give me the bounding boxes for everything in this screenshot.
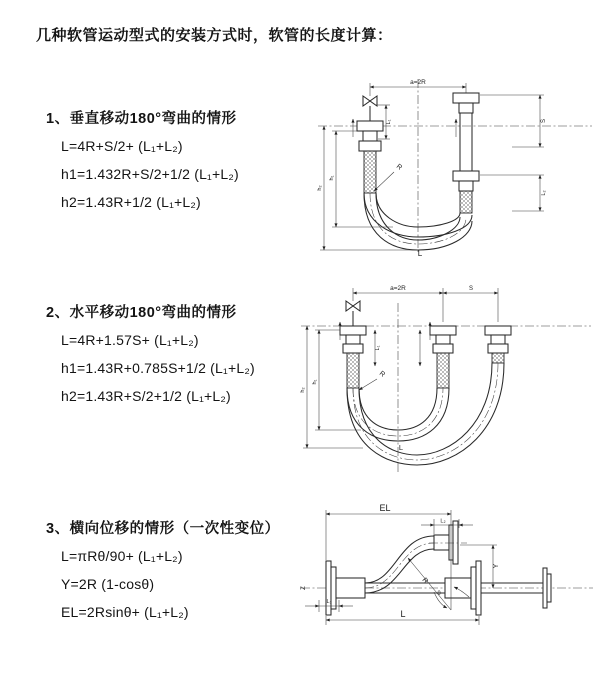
dim-label-s: S (541, 118, 547, 124)
section-2 (46, 300, 316, 410)
diagram-lateral-displacement (293, 498, 598, 658)
dim-label-h2: h₂ (317, 185, 323, 191)
left-pipe-fitting (340, 326, 366, 388)
formula-line: L=4R+1.57S+ (L₁+L₂) (61, 332, 199, 348)
formula-line: L=πRθ/90+ (L₁+L₂) (61, 548, 183, 564)
formula-line: h1=1.432R+S/2+1/2 (L₁+L₂) (61, 166, 239, 182)
braided-hose-section (364, 151, 376, 193)
braided-hose-section (347, 353, 359, 388)
label-length: L (417, 249, 423, 258)
right-pipe-fitting (453, 93, 479, 213)
radius-leader (374, 172, 394, 191)
section-2-formulas (46, 326, 316, 410)
dim-label-y: Y (493, 563, 500, 569)
centerline-marker: Z (301, 586, 307, 590)
dim-label-l: L (400, 609, 406, 619)
upper-flange (429, 518, 467, 564)
dim-label-l2: L₂ (440, 518, 446, 525)
formula-line: Y=2R (1-cosθ) (61, 576, 155, 592)
dim-label-l1: L₁ (375, 345, 381, 351)
dim-label-h1: h₁ (312, 379, 318, 385)
label-radius: R (377, 370, 387, 379)
dim-label-l1: L₁ (326, 599, 332, 605)
label-length: L (398, 443, 404, 452)
section-3-formulas (46, 542, 316, 626)
radius-leader (359, 379, 377, 390)
diagram-vertical-180-bend (308, 73, 598, 258)
braided-hose-section (460, 191, 472, 213)
section-3 (46, 516, 316, 626)
section-1-heading: 1、垂直移动180°弯曲的情形 (46, 111, 237, 127)
dim-label-el: EL (379, 503, 391, 513)
dim-label-a2r: a=2R (410, 79, 426, 86)
braided-hose-section (492, 353, 504, 363)
formula-line: L=4R+S/2+ (L₁+L₂) (61, 138, 183, 154)
dim-label-l1: L₁ (386, 119, 392, 125)
dim-label-s: S (468, 286, 474, 292)
left-pipe-fitting (357, 121, 383, 193)
formula-line: h2=1.43R+S/2+1/2 (L₁+L₂) (61, 388, 231, 404)
valve-icon (363, 96, 377, 106)
valve-icon (346, 301, 360, 311)
dim-label-h2: h₂ (300, 387, 306, 393)
braided-hose-section (437, 353, 449, 388)
dim-label-a2r: a=2R (390, 285, 406, 292)
formula-line: EL=2Rsinθ+ (L₁+L₂) (61, 604, 189, 620)
section-2-heading: 2、水平移动180°弯曲的情形 (46, 305, 237, 321)
left-flange (326, 561, 365, 615)
right-pipe-fitting (485, 326, 511, 363)
dim-label-h1: h₁ (329, 175, 335, 181)
formula-line: h2=1.43R+1/2 (L₁+L₂) (61, 194, 201, 210)
label-radius: R (394, 163, 404, 172)
label-radius: R (420, 576, 430, 586)
hose-u-bend-position-2 (347, 363, 504, 465)
formula-line: h1=1.43R+0.785S+1/2 (L₁+L₂) (61, 360, 255, 376)
section-1-formulas (46, 132, 316, 216)
diagram-horizontal-180-bend (293, 278, 598, 478)
dim-label-l2: L₂ (541, 190, 547, 196)
section-1 (46, 106, 316, 216)
section-3-heading: 3、横向位移的情形（一次性变位） (46, 521, 280, 537)
middle-pipe-fitting (430, 326, 456, 388)
page-title: 几种软管运动型式的安装方式时，软管的长度计算： (36, 27, 393, 44)
label-theta: θ (437, 591, 441, 597)
